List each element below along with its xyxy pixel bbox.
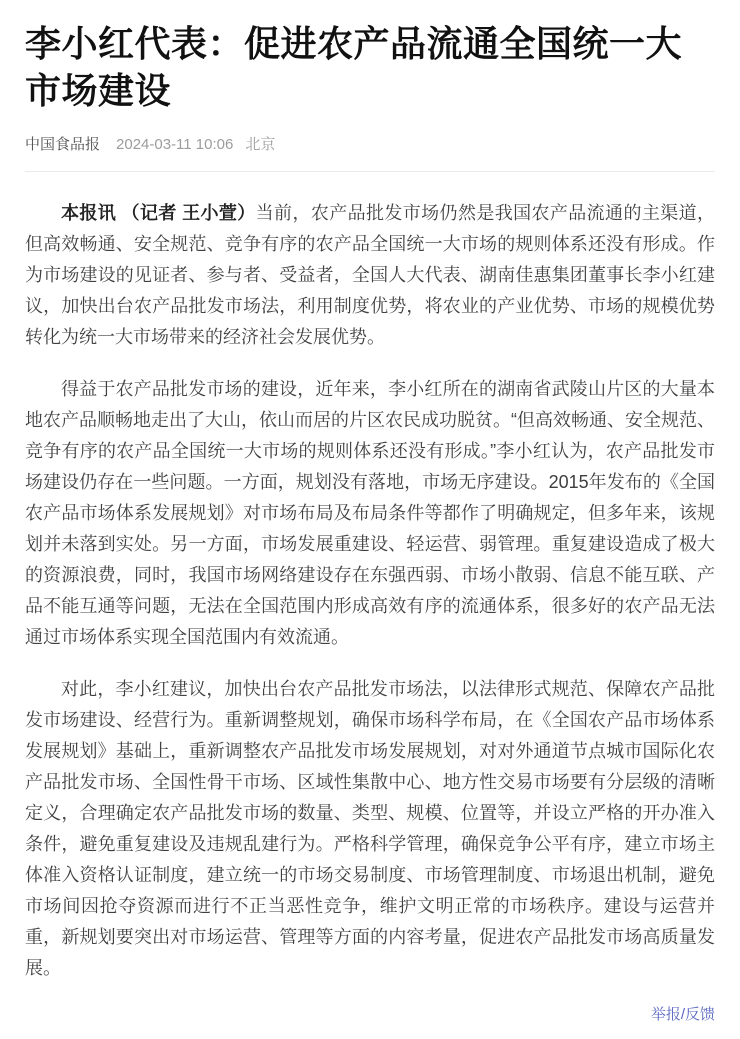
publish-location: 北京: [245, 136, 276, 153]
publish-timestamp: 2024-03-11 10:06: [116, 136, 234, 153]
report-feedback-link[interactable]: 举报/反馈: [650, 1006, 715, 1023]
paragraph-1: [25, 198, 715, 353]
paragraph-3: 对此，李小红建议，加快出台农产品批发市场法，以法律形式规范、保障农产品批发市场建设、经营行为。重新调整规划，确保市场科学布局，在《全国农产品市场体系发展规划》基础上，重新调整农产品批发市场发展规划，对对外通道节点城市国际化农产品批发市场、全国性骨干市场、区域性集散中心、地方性交易市场要有分层级的清晰定义，合理确定农产品批发市场的数量、类型、规模、位置等，并设立严格的开办准入条件，避免重复建设及违规乱建行为。严格科学管理，确保竞争公平有序，建立市场主体准入资格认证制度，建立统一的市场交易制度、市场管理制度、市场退出机制，避免市场间因抢夺资源而进行不正当恶性竞争，维护文明正常的市场秩序。建设与运营并重，新规划要突出对市场运营、管理等方面的内容考量，促进农产品批发市场高质量发展。: [25, 679, 715, 978]
source-name[interactable]: 中国食品报: [25, 136, 101, 153]
paragraph-1-text: 当前，农产品批发市场仍然是我国农产品流通的主渠道，但高效畅通、安全规范、竞争有序的农产品全国统一大市场的规则体系还没有形成。作为市场建设的见证者、参与者、受益者，全国人大代表、湖南佳惠集团董事长李小红建议，加快出台农产品批发市场法，利用制度优势，将农业的产业优势、市场的规模优势转化为统一大市场带来的经济社会发展优势。: [25, 203, 715, 347]
lead-byline: 本报讯 （记者 王小萱）: [61, 203, 256, 223]
article-meta: [25, 135, 715, 155]
meta-divider: [25, 171, 715, 172]
paragraph-2: 得益于农产品批发市场的建设，近年来，李小红所在的湖南省武陵山片区的大量本地农产品顺畅地走出了大山，依山而居的片区农民成功脱贫。“但高效畅通、安全规范、竞争有序的农产品全国统一大市场的规则体系还没有形成。”李小红认为，农产品批发市场建设仍存在一些问题。一方面，规划没有落地，市场无序建设。2015年发布的《全国农产品市场体系发展规划》对市场布局及布局条件等都作了明确规定，但多年来，该规划并未落到实处。另一方面，市场发展重建设、轻运营、弱管理。重复建设造成了极大的资源浪费，同时，我国市场网络建设存在东强西弱、市场小散弱、信息不能互联、产品不能互通等问题，无法在全国范围内形成高效有序的流通体系，很多好的农产品无法通过市场体系实现全国范围内有效流通。: [25, 379, 715, 647]
article-title: 李小红代表：促进农产品流通全国统一大市场建设: [25, 23, 683, 111]
article-footer: [25, 1005, 715, 1025]
article-body: [25, 198, 715, 984]
